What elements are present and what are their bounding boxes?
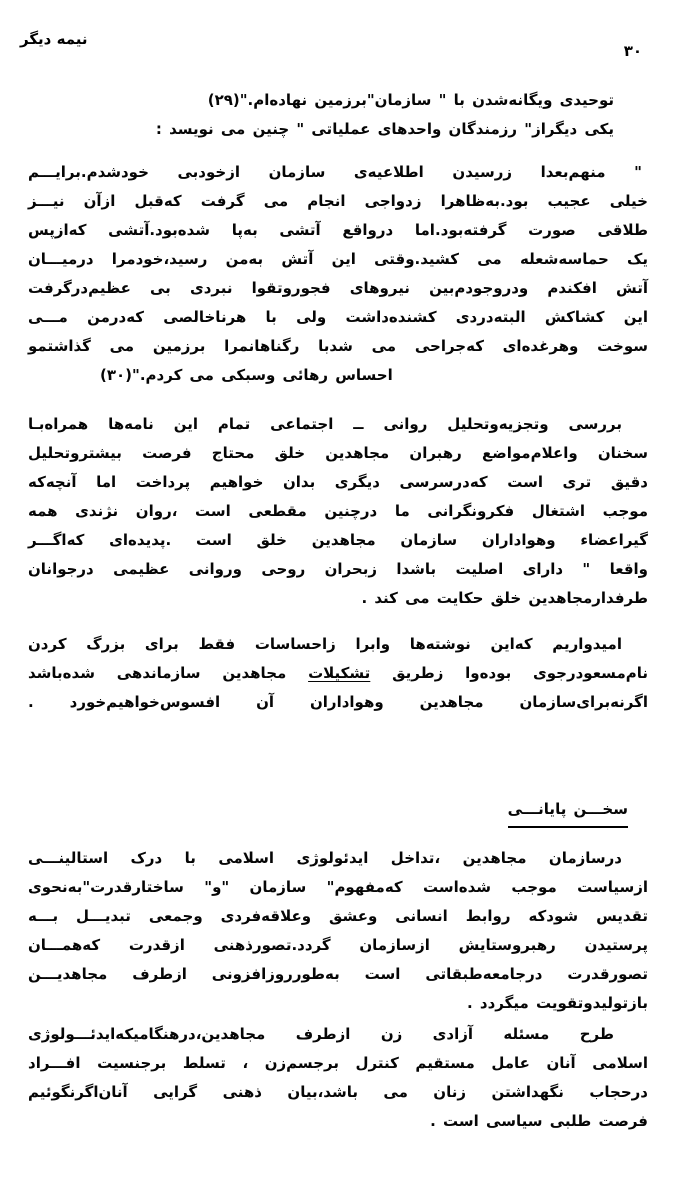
text-line: پرستیدن رهبروستایش ازسازمان گردد.تصورذهنی ازقدرت که‌همـــان [28, 936, 648, 954]
page-body [28, 86, 648, 1136]
text-line: توحیدی ویگانه‌شدن با " سازمان"برزمین نهاده‌ام."(۲۹) [207, 91, 614, 109]
page-number: ۳۰ [623, 42, 642, 60]
text-line: سوخت وهرغده‌ای که‌جراحی می شدبا رگناهانمرا برزمین می گذاشتمو [28, 337, 648, 355]
text-line: تصورقدرت درجامعه‌طبقاتی است به‌طورروزافزونی ازطرف مجاهدیـــن [28, 965, 648, 983]
text-line: امیدواریم که‌این نوشته‌ها وابرا زاحساسات فقط برای بزرگ کردن [28, 635, 622, 653]
underlined-word: تشکیلات [308, 664, 371, 682]
text-line: طلاقی صورت گرفته‌بود.اما درواقع آتشی به‌پا شده‌بود.آتشی که‌ازپس [28, 221, 648, 239]
text-line: واقعا " دارای اصلیت باشدا زبحران روحی وروانی عظیمی درجوانان [28, 560, 648, 578]
text-line: طرح مسئله آزادی زن ازطرف مجاهدین،درهنگامیکه‌ایدئـــولوژی [28, 1025, 614, 1043]
text-line: احساس رهائی وسبکی می کردم."(۳۰) [100, 366, 393, 384]
text-line: فرصت طلبی سیاسی است . [430, 1112, 648, 1130]
text-line: بازتولیدوتقویت میگردد . [466, 994, 648, 1012]
section-heading-text: سخـــن پایانـــی [508, 795, 628, 828]
text-line: این کشاکش البته‌دردی کشنده‌داشت ولی با هرناخالصی که‌درمن مـــی [28, 308, 648, 326]
text-line: موجب اشتغال فکرونگرانی ما درچنین مقطعی است ،روان نژندی همه [28, 502, 648, 520]
text-line: تقدیس شودکه روابط انسانی وعشق وعلاقه‌فردی وجمعی تبدیـــل بـــه [28, 907, 648, 925]
text-line: سخنان واعلام‌مواضع رهبران مجاهدین خلق محتاج فرصت بیشتروتحلیل [28, 444, 648, 462]
text-line: اسلامی آنان عامل مستقیم کنترل برجسم‌زن ، تسلط برجنسیت افـــراد [28, 1054, 648, 1072]
text-line: بررسی وتجزیه‌وتحلیل روانی ــ اجتماعی تمام این نامه‌ها همراه‌بـا [28, 415, 622, 433]
text-line: خیلی عجیب بود.به‌ظاهرا زدواجی انجام می گرفت که‌قبل ازآن نیـــز [28, 192, 648, 210]
text-segment: مجاهدین سازماندهی شده‌باشد [28, 664, 309, 682]
text-line: یکی دیگراز" رزمندگان واحدهای عملیاتی " چنین می نویسد : [155, 120, 614, 138]
text-line: " منهم‌بعدا زرسیدن اطلاعیه‌ی سازمان ازخودبی خودشدم.برایـــم [28, 163, 642, 181]
text-line: ازسیاست موجب شده‌است که‌مفهوم" سازمان "و" ساختارقدرت"به‌نحوی [28, 878, 648, 896]
section-heading [28, 795, 648, 828]
text-segment: نام‌مسعودرجوی بوده‌وا زطریق [370, 664, 648, 682]
journal-title: نیمه دیگر [20, 30, 88, 48]
text-line: درحجاب نگهداشتن زنان می باشد،بیان ذهنی گرایی آنان‌اگرنگوئیم [28, 1083, 648, 1101]
text-line: یک حماسه‌شعله می کشید.وقتی این آتش به‌من رسید،خودمرا درمیـــان [28, 250, 648, 268]
text-line: آتش افکندم ودروجودم‌بین نیروهای فجوروتقوا نبردی بی عظیم‌درگرفت [28, 279, 648, 297]
text-line: دقیق تری است که‌درسرسی دیگری بدان خواهیم پرداخت اما آنچه‌که [28, 473, 648, 491]
text-line: اگرنه‌برای‌سازمان مجاهدین وهواداران آن افسوس‌خواهیم‌خورد . [28, 693, 648, 711]
text-line [28, 659, 648, 688]
text-line: طرفدارمجاهدین خلق حکایت می کند . [361, 589, 648, 607]
text-line: درسازمان مجاهدین ،تداخل ایدئولوژی اسلامی با درک استالینـــی [28, 849, 622, 867]
text-line: گیراعضاء وهواداران سازمان مجاهدین خلق است .پدیده‌ای که‌اگـــر [28, 531, 648, 549]
